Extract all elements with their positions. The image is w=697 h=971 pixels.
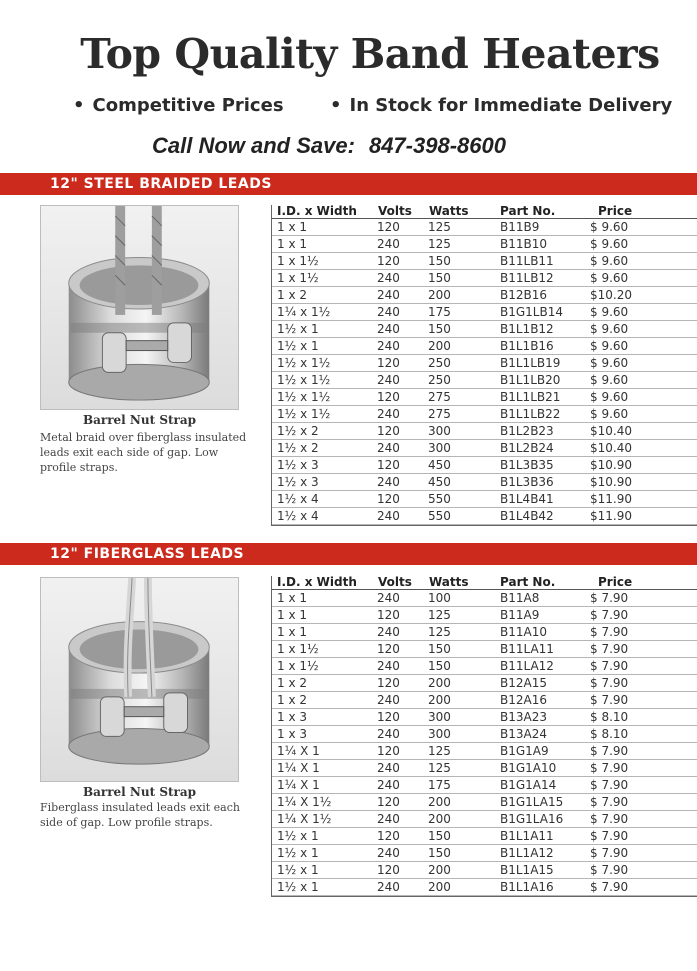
cell-price: $11.90 <box>590 509 632 523</box>
table-row <box>272 590 697 607</box>
cell-volts: 120 <box>377 710 400 724</box>
cell-volts: 240 <box>377 288 400 302</box>
page-title: Top Quality Band Heaters <box>80 30 660 78</box>
cell-watts: 125 <box>428 220 451 234</box>
cell-volts: 240 <box>377 322 400 336</box>
table-row <box>272 321 697 338</box>
table-row <box>272 457 697 474</box>
call-to-action <box>152 133 506 159</box>
cell-part-no: B1L1LB22 <box>500 407 561 421</box>
cell-price: $ 9.60 <box>590 407 629 421</box>
cell-volts: 240 <box>377 846 400 860</box>
cell-part-no: B1G1LA15 <box>500 795 564 809</box>
cell-id-width: 1 x 1½ <box>277 642 319 656</box>
cell-id-width: 1½ x 1 <box>277 339 319 353</box>
table-row <box>272 287 697 304</box>
cell-volts: 120 <box>377 829 400 843</box>
cell-price: $ 7.90 <box>590 829 629 843</box>
cell-watts: 200 <box>428 812 451 826</box>
cell-id-width: 1½ x 1 <box>277 846 319 860</box>
column-header-id-width: I.D. x Width <box>277 204 357 218</box>
cell-price: $11.90 <box>590 492 632 506</box>
cell-watts: 150 <box>428 846 451 860</box>
cell-watts: 250 <box>428 356 451 370</box>
cell-price: $10.90 <box>590 458 632 472</box>
column-header-part-no: Part No. <box>500 575 556 589</box>
table-row <box>272 372 697 389</box>
cell-price: $ 7.90 <box>590 693 629 707</box>
table-row <box>272 607 697 624</box>
column-header-volts: Volts <box>378 204 412 218</box>
bullet-in-stock <box>330 95 672 116</box>
table-row <box>272 777 697 794</box>
cell-price: $ 9.60 <box>590 305 629 319</box>
cell-volts: 240 <box>377 778 400 792</box>
cell-watts: 200 <box>428 676 451 690</box>
cell-id-width: 1½ x 3 <box>277 458 319 472</box>
caption-description <box>40 800 250 830</box>
cell-watts: 450 <box>428 458 451 472</box>
cell-price: $ 9.60 <box>590 390 629 404</box>
cell-volts: 240 <box>377 237 400 251</box>
cell-id-width: 1 x 1 <box>277 608 307 622</box>
cell-part-no: B1L2B24 <box>500 441 554 455</box>
cell-part-no: B1L3B36 <box>500 475 554 489</box>
cell-watts: 150 <box>428 271 451 285</box>
table-row <box>272 845 697 862</box>
cell-price: $ 9.60 <box>590 220 629 234</box>
table-row <box>272 743 697 760</box>
cell-volts: 240 <box>377 727 400 741</box>
table-header-row <box>272 205 697 219</box>
cell-part-no: B1G1A14 <box>500 778 557 792</box>
cell-id-width: 1¼ X 1 <box>277 744 320 758</box>
cell-watts: 275 <box>428 407 451 421</box>
cell-id-width: 1 x 2 <box>277 676 307 690</box>
cell-id-width: 1 x 2 <box>277 693 307 707</box>
cell-price: $ 7.90 <box>590 795 629 809</box>
table-row <box>272 508 697 525</box>
cell-id-width: 1¼ X 1½ <box>277 812 332 826</box>
cell-volts: 120 <box>377 608 400 622</box>
band-heater-photo-fiberglass <box>40 577 239 782</box>
cell-volts: 240 <box>377 407 400 421</box>
cell-watts: 300 <box>428 424 451 438</box>
cell-price: $ 9.60 <box>590 373 629 387</box>
cell-part-no: B1L1LB20 <box>500 373 561 387</box>
bullet-text: Competitive Prices <box>92 95 284 116</box>
cell-part-no: B1L1B12 <box>500 322 554 336</box>
column-header-price: Price <box>598 204 633 218</box>
table-row <box>272 692 697 709</box>
cell-volts: 240 <box>377 373 400 387</box>
bullet-dot-icon: • <box>330 95 342 116</box>
cell-part-no: B1L4B41 <box>500 492 554 506</box>
table-row <box>272 491 697 508</box>
cell-id-width: 1½ x 1 <box>277 322 319 336</box>
cell-part-no: B12B16 <box>500 288 548 302</box>
cell-id-width: 1½ x 1½ <box>277 390 331 404</box>
cell-watts: 150 <box>428 322 451 336</box>
cell-volts: 240 <box>377 693 400 707</box>
table-row <box>272 828 697 845</box>
caption-line: Metal braid over fiberglass insulated <box>40 431 247 444</box>
cell-price: $ 7.90 <box>590 608 629 622</box>
cell-id-width: 1 x 1 <box>277 625 307 639</box>
cell-part-no: B1L1B16 <box>500 339 554 353</box>
cell-watts: 175 <box>428 305 451 319</box>
cell-watts: 300 <box>428 710 451 724</box>
cell-watts: 150 <box>428 642 451 656</box>
cell-price: $ 7.90 <box>590 676 629 690</box>
cell-price: $ 7.90 <box>590 846 629 860</box>
table-row <box>272 253 697 270</box>
cell-id-width: 1½ x 1 <box>277 863 319 877</box>
caption-title: Barrel Nut Strap <box>82 413 197 427</box>
table-row <box>272 389 697 406</box>
cell-id-width: 1 x 3 <box>277 727 307 741</box>
caption-line: Fiberglass insulated leads exit each <box>40 801 240 814</box>
table-row <box>272 658 697 675</box>
cell-watts: 125 <box>428 761 451 775</box>
column-header-watts: Watts <box>429 204 469 218</box>
cell-price: $10.90 <box>590 475 632 489</box>
cell-id-width: 1½ x 1 <box>277 829 319 843</box>
cell-part-no: B13A24 <box>500 727 547 741</box>
table-row <box>272 760 697 777</box>
cell-id-width: 1 x 1 <box>277 237 307 251</box>
section-heading-steel-braided: 12" STEEL BRAIDED LEADS <box>0 173 697 195</box>
band-heater-icon <box>41 206 238 409</box>
table-row <box>272 794 697 811</box>
bullet-text: In Stock for Immediate Delivery <box>349 95 673 116</box>
cell-volts: 240 <box>377 475 400 489</box>
cell-price: $ 9.60 <box>590 322 629 336</box>
cell-price: $ 8.10 <box>590 710 629 724</box>
cell-price: $ 7.90 <box>590 625 629 639</box>
cell-part-no: B11LA11 <box>500 642 554 656</box>
cell-volts: 120 <box>377 492 400 506</box>
cell-volts: 240 <box>377 339 400 353</box>
cell-watts: 150 <box>428 659 451 673</box>
cell-watts: 125 <box>428 625 451 639</box>
cell-part-no: B1L1A12 <box>500 846 554 860</box>
cell-price: $ 8.10 <box>590 727 629 741</box>
cell-price: $ 7.90 <box>590 761 629 775</box>
cell-part-no: B1L1LB19 <box>500 356 561 370</box>
table-row <box>272 641 697 658</box>
cell-watts: 125 <box>428 237 451 251</box>
cell-volts: 120 <box>377 220 400 234</box>
cell-price: $ 7.90 <box>590 591 629 605</box>
cell-volts: 120 <box>377 863 400 877</box>
cell-watts: 200 <box>428 339 451 353</box>
cell-part-no: B11B9 <box>500 220 540 234</box>
feature-bullets <box>0 95 697 119</box>
table-row <box>272 709 697 726</box>
cell-volts: 240 <box>377 659 400 673</box>
cell-watts: 550 <box>428 509 451 523</box>
cell-watts: 100 <box>428 591 451 605</box>
cell-volts: 240 <box>377 625 400 639</box>
band-heater-icon <box>41 578 238 781</box>
column-header-part-no: Part No. <box>500 204 556 218</box>
table-row <box>272 423 697 440</box>
cell-part-no: B1L3B35 <box>500 458 554 472</box>
column-header-watts: Watts <box>429 575 469 589</box>
table-row <box>272 862 697 879</box>
cell-id-width: 1¼ X 1 <box>277 778 320 792</box>
cell-id-width: 1½ x 1½ <box>277 356 331 370</box>
cell-part-no: B1L1A11 <box>500 829 554 843</box>
cell-price: $ 9.60 <box>590 237 629 251</box>
cell-id-width: 1½ x 4 <box>277 492 319 506</box>
table-row <box>272 338 697 355</box>
cell-price: $10.40 <box>590 424 632 438</box>
cell-id-width: 1¼ x 1½ <box>277 305 331 319</box>
band-heater-photo-steel-braided <box>40 205 239 410</box>
cell-id-width: 1½ x 3 <box>277 475 319 489</box>
cell-part-no: B1L1A15 <box>500 863 554 877</box>
cell-watts: 300 <box>428 727 451 741</box>
cell-watts: 200 <box>428 693 451 707</box>
cell-id-width: 1½ x 1½ <box>277 407 331 421</box>
table-row <box>272 219 697 236</box>
cell-watts: 200 <box>428 795 451 809</box>
cell-watts: 175 <box>428 778 451 792</box>
cell-volts: 120 <box>377 744 400 758</box>
cell-id-width: 1 x 1 <box>277 591 307 605</box>
cell-volts: 240 <box>377 880 400 894</box>
bullet-dot-icon: • <box>73 95 85 116</box>
cell-watts: 250 <box>428 373 451 387</box>
cell-price: $ 7.90 <box>590 778 629 792</box>
cell-volts: 120 <box>377 424 400 438</box>
cell-watts: 200 <box>428 863 451 877</box>
cell-volts: 120 <box>377 642 400 656</box>
cell-price: $ 7.90 <box>590 812 629 826</box>
cell-price: $10.20 <box>590 288 632 302</box>
cell-volts: 240 <box>377 509 400 523</box>
column-header-volts: Volts <box>378 575 412 589</box>
cell-price: $ 7.90 <box>590 744 629 758</box>
cell-price: $ 7.90 <box>590 642 629 656</box>
cell-volts: 240 <box>377 305 400 319</box>
cell-volts: 120 <box>377 254 400 268</box>
caption-line: profile straps. <box>40 461 118 474</box>
table-row <box>272 726 697 743</box>
cell-part-no: B13A23 <box>500 710 547 724</box>
cell-volts: 240 <box>377 761 400 775</box>
cell-volts: 120 <box>377 795 400 809</box>
cell-watts: 550 <box>428 492 451 506</box>
section-heading-fiberglass: 12" FIBERGLASS LEADS <box>0 543 697 565</box>
column-header-id-width: I.D. x Width <box>277 575 357 589</box>
cell-watts: 125 <box>428 608 451 622</box>
table-row <box>272 440 697 457</box>
cell-watts: 150 <box>428 254 451 268</box>
cell-price: $ 9.60 <box>590 254 629 268</box>
table-row <box>272 811 697 828</box>
caption-line: leads exit each side of gap. Low <box>40 446 219 459</box>
cell-part-no: B1L1A16 <box>500 880 554 894</box>
cell-price: $ 7.90 <box>590 880 629 894</box>
table-row <box>272 474 697 491</box>
cell-part-no: B11A9 <box>500 608 540 622</box>
cell-watts: 200 <box>428 288 451 302</box>
cell-part-no: B11LB11 <box>500 254 554 268</box>
cell-id-width: 1 x 3 <box>277 710 307 724</box>
cell-volts: 240 <box>377 812 400 826</box>
cell-watts: 150 <box>428 829 451 843</box>
cell-id-width: 1 x 2 <box>277 288 307 302</box>
price-table-steel-braided <box>271 205 697 526</box>
table-row <box>272 270 697 287</box>
cell-price: $ 7.90 <box>590 863 629 877</box>
caption-title: Barrel Nut Strap <box>82 785 197 799</box>
cell-part-no: B12A15 <box>500 676 547 690</box>
cell-id-width: 1½ x 2 <box>277 441 319 455</box>
caption-line: side of gap. Low profile straps. <box>40 816 213 829</box>
cell-volts: 120 <box>377 458 400 472</box>
cell-part-no: B1L4B42 <box>500 509 554 523</box>
cell-watts: 450 <box>428 475 451 489</box>
cell-volts: 120 <box>377 390 400 404</box>
cell-part-no: B11LA12 <box>500 659 554 673</box>
bullet-competitive-prices <box>73 95 284 116</box>
cell-id-width: 1 x 1 <box>277 220 307 234</box>
cell-id-width: 1½ x 1 <box>277 880 319 894</box>
cell-id-width: 1 x 1½ <box>277 659 319 673</box>
cell-volts: 240 <box>377 271 400 285</box>
price-table-fiberglass <box>271 576 697 897</box>
cell-watts: 125 <box>428 744 451 758</box>
cell-part-no: B1G1LA16 <box>500 812 564 826</box>
cell-part-no: B12A16 <box>500 693 547 707</box>
cell-part-no: B11B10 <box>500 237 548 251</box>
cell-id-width: 1½ x 1½ <box>277 373 331 387</box>
cell-part-no: B11LB12 <box>500 271 554 285</box>
cell-part-no: B1L1LB21 <box>500 390 561 404</box>
phone-number: 847-398-8600 <box>368 133 506 158</box>
cell-price: $ 7.90 <box>590 659 629 673</box>
cell-id-width: 1 x 1½ <box>277 254 319 268</box>
cell-id-width: 1¼ X 1 <box>277 761 320 775</box>
cell-volts: 120 <box>377 676 400 690</box>
table-row <box>272 236 697 253</box>
cell-watts: 200 <box>428 880 451 894</box>
call-text: Call Now and Save: <box>152 133 355 158</box>
table-row <box>272 406 697 423</box>
cell-price: $ 9.60 <box>590 356 629 370</box>
cell-watts: 300 <box>428 441 451 455</box>
column-header-price: Price <box>598 575 633 589</box>
cell-price: $10.40 <box>590 441 632 455</box>
table-row <box>272 624 697 641</box>
cell-part-no: B1G1A9 <box>500 744 549 758</box>
cell-part-no: B11A8 <box>500 591 540 605</box>
cell-id-width: 1½ x 4 <box>277 509 319 523</box>
cell-id-width: 1 x 1½ <box>277 271 319 285</box>
caption-description <box>40 430 250 475</box>
table-row <box>272 675 697 692</box>
cell-id-width: 1½ x 2 <box>277 424 319 438</box>
table-row <box>272 304 697 321</box>
table-row <box>272 355 697 372</box>
table-header-row <box>272 576 697 590</box>
cell-volts: 240 <box>377 591 400 605</box>
cell-part-no: B1G1A10 <box>500 761 557 775</box>
cell-watts: 275 <box>428 390 451 404</box>
cell-price: $ 9.60 <box>590 339 629 353</box>
cell-part-no: B1L2B23 <box>500 424 554 438</box>
cell-part-no: B11A10 <box>500 625 547 639</box>
cell-price: $ 9.60 <box>590 271 629 285</box>
table-row <box>272 879 697 896</box>
cell-id-width: 1¼ X 1½ <box>277 795 332 809</box>
cell-volts: 240 <box>377 441 400 455</box>
cell-part-no: B1G1LB14 <box>500 305 563 319</box>
cell-volts: 120 <box>377 356 400 370</box>
